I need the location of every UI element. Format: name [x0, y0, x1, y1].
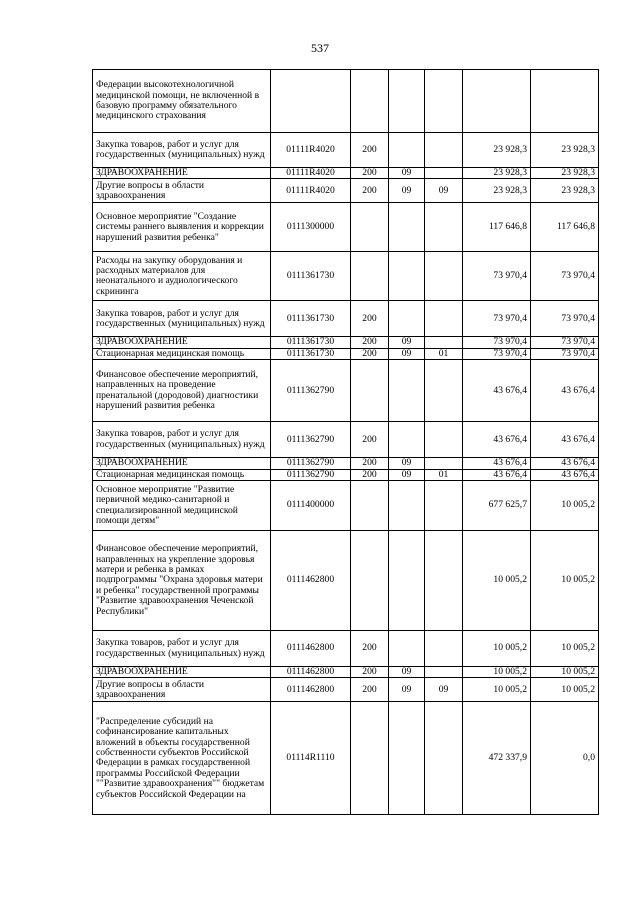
expense-type-cell: 200 [351, 678, 389, 702]
row-name-cell: Стационарная медицинская помощь [93, 348, 271, 359]
section-cell: 09 [389, 458, 425, 469]
expense-type-cell [351, 531, 389, 631]
table-row [93, 203, 599, 252]
section-cell: 09 [389, 348, 425, 359]
target-code-cell: 0111361730 [271, 348, 351, 359]
table-row [93, 667, 599, 678]
amount-2-cell: 10 005,2 [531, 481, 599, 531]
section-cell [389, 203, 425, 252]
table-row [93, 168, 599, 179]
subsection-cell: 09 [425, 179, 463, 203]
expense-type-cell: 200 [351, 667, 389, 678]
row-name-cell: Федерации высокотехнологичной медицинской помощи, не включенной в базовую программу обязательного медицинского страхования [93, 70, 271, 133]
expense-type-cell: 200 [351, 179, 389, 203]
section-cell [389, 702, 425, 815]
table-row [93, 678, 599, 702]
row-name-cell: Расходы на закупку оборудования и расходных материалов для неонатального и аудиологического скрининга [93, 252, 271, 301]
subsection-cell: 09 [425, 678, 463, 702]
section-cell [389, 422, 425, 458]
expense-type-cell [351, 70, 389, 133]
amount-2-cell: 10 005,2 [531, 667, 599, 678]
table-row [93, 469, 599, 480]
row-name-cell: ЗДРАВООХРАНЕНИЕ [93, 458, 271, 469]
amount-2-cell: 43 676,4 [531, 458, 599, 469]
subsection-cell [425, 422, 463, 458]
amount-2-cell: 10 005,2 [531, 531, 599, 631]
row-name-cell: Финансовое обеспечение мероприятий, направленных на укрепление здоровья матери и ребенка в рамках подпрограммы "Охрана здоровья матери и ребенка" государственной программы "Развитие здравоохранения Чеченской Республики" [93, 531, 271, 631]
page-number: 537 [311, 41, 329, 55]
expense-type-cell [351, 360, 389, 422]
row-name-cell: Закупка товаров, работ и услуг для государственных (муниципальных) нужд [93, 301, 271, 337]
section-cell [389, 531, 425, 631]
subsection-cell: 01 [425, 348, 463, 359]
target-code-cell: 01111R4020 [271, 133, 351, 168]
row-name-cell: ЗДРАВООХРАНЕНИЕ [93, 337, 271, 348]
expense-type-cell: 200 [351, 133, 389, 168]
expense-type-cell: 200 [351, 301, 389, 337]
section-cell [389, 70, 425, 133]
amount-1-cell: 10 005,2 [463, 667, 531, 678]
section-cell: 09 [389, 678, 425, 702]
row-name-cell: Стационарная медицинская помощь [93, 469, 271, 480]
target-code-cell [271, 70, 351, 133]
target-code-cell: 0111361730 [271, 337, 351, 348]
amount-2-cell: 23 928,3 [531, 133, 599, 168]
row-name-cell: Закупка товаров, работ и услуг для государственных (муниципальных) нужд [93, 422, 271, 458]
amount-2-cell: 73 970,4 [531, 252, 599, 301]
subsection-cell [425, 531, 463, 631]
amount-2-cell: 73 970,4 [531, 301, 599, 337]
target-code-cell: 01114R1110 [271, 702, 351, 815]
subsection-cell: 01 [425, 469, 463, 480]
amount-1-cell: 10 005,2 [463, 678, 531, 702]
subsection-cell [425, 337, 463, 348]
expense-type-cell: 200 [351, 458, 389, 469]
subsection-cell [425, 133, 463, 168]
subsection-cell [425, 667, 463, 678]
expense-type-cell: 200 [351, 631, 389, 667]
amount-1-cell: 117 646,8 [463, 203, 531, 252]
subsection-cell [425, 458, 463, 469]
subsection-cell [425, 702, 463, 815]
table-row [93, 301, 599, 337]
subsection-cell [425, 70, 463, 133]
target-code-cell: 0111361730 [271, 301, 351, 337]
amount-1-cell: 73 970,4 [463, 337, 531, 348]
amount-1-cell: 43 676,4 [463, 360, 531, 422]
amount-2-cell: 117 646,8 [531, 203, 599, 252]
row-name-cell: Другие вопросы в области здравоохранения [93, 179, 271, 203]
table-row [93, 631, 599, 667]
table-row [93, 458, 599, 469]
row-name-cell: Основное мероприятие "Создание системы раннего выявления и коррекции нарушений развития ребенка" [93, 203, 271, 252]
amount-1-cell: 43 676,4 [463, 422, 531, 458]
budget-table [92, 69, 599, 815]
amount-1-cell: 23 928,3 [463, 133, 531, 168]
amount-1-cell [463, 70, 531, 133]
amount-2-cell: 10 005,2 [531, 631, 599, 667]
target-code-cell: 0111462800 [271, 667, 351, 678]
subsection-cell [425, 301, 463, 337]
amount-1-cell: 10 005,2 [463, 531, 531, 631]
amount-2-cell: 43 676,4 [531, 469, 599, 480]
amount-2-cell: 23 928,3 [531, 168, 599, 179]
target-code-cell: 0111462800 [271, 531, 351, 631]
table-row [93, 481, 599, 531]
target-code-cell: 0111362790 [271, 360, 351, 422]
amount-2-cell: 73 970,4 [531, 348, 599, 359]
amount-1-cell: 10 005,2 [463, 631, 531, 667]
amount-1-cell: 73 970,4 [463, 301, 531, 337]
amount-1-cell: 677 625,7 [463, 481, 531, 531]
row-name-cell: Финансовое обеспечение мероприятий, направленных на проведение пренатальной (дородовой) диагностики нарушений развития ребенка [93, 360, 271, 422]
target-code-cell: 0111362790 [271, 422, 351, 458]
amount-2-cell: 10 005,2 [531, 678, 599, 702]
amount-1-cell: 472 337,9 [463, 702, 531, 815]
expense-type-cell: 200 [351, 337, 389, 348]
table-row [93, 531, 599, 631]
amount-1-cell: 23 928,3 [463, 168, 531, 179]
section-cell: 09 [389, 469, 425, 480]
row-name-cell: Закупка товаров, работ и услуг для государственных (муниципальных) нужд [93, 631, 271, 667]
row-name-cell: ЗДРАВООХРАНЕНИЕ [93, 667, 271, 678]
subsection-cell [425, 360, 463, 422]
expense-type-cell [351, 252, 389, 301]
amount-1-cell: 23 928,3 [463, 179, 531, 203]
row-name-cell: Основное мероприятие "Развитие первичной медико-санитарной и специализированной медицинской помощи детям" [93, 481, 271, 531]
subsection-cell [425, 252, 463, 301]
target-code-cell: 01111R4020 [271, 179, 351, 203]
row-name-cell: Другие вопросы в области здравоохранения [93, 678, 271, 702]
section-cell: 09 [389, 179, 425, 203]
target-code-cell: 01111R4020 [271, 168, 351, 179]
amount-1-cell: 73 970,4 [463, 252, 531, 301]
table-row [93, 133, 599, 168]
section-cell [389, 252, 425, 301]
table-row [93, 337, 599, 348]
subsection-cell [425, 631, 463, 667]
row-name-cell: ЗДРАВООХРАНЕНИЕ [93, 168, 271, 179]
target-code-cell: 0111462800 [271, 678, 351, 702]
amount-2-cell: 43 676,4 [531, 360, 599, 422]
expense-type-cell [351, 702, 389, 815]
table-row [93, 422, 599, 458]
amount-2-cell: 23 928,3 [531, 179, 599, 203]
table-row [93, 360, 599, 422]
target-code-cell: 0111362790 [271, 458, 351, 469]
table-row [93, 348, 599, 359]
amount-1-cell: 43 676,4 [463, 469, 531, 480]
section-cell: 09 [389, 168, 425, 179]
amount-2-cell: 0,0 [531, 702, 599, 815]
subsection-cell [425, 481, 463, 531]
target-code-cell: 0111362790 [271, 469, 351, 480]
amount-2-cell: 43 676,4 [531, 422, 599, 458]
section-cell [389, 301, 425, 337]
amount-2-cell [531, 70, 599, 133]
target-code-cell: 0111361730 [271, 252, 351, 301]
row-name-cell: "Распределение субсидий на софинансирование капитальных вложений в объекты государственной собственности субъектов Российской Федерации в рамках государственной программы Российской Федерации ""Развитие здравоохранения"" бюджетам субъектов Российской Федерации на [93, 702, 271, 815]
table-row [93, 252, 599, 301]
section-cell [389, 360, 425, 422]
expense-type-cell [351, 481, 389, 531]
table-row [93, 179, 599, 203]
budget-table-body [93, 70, 599, 815]
amount-1-cell: 73 970,4 [463, 348, 531, 359]
expense-type-cell: 200 [351, 348, 389, 359]
expense-type-cell: 200 [351, 469, 389, 480]
section-cell [389, 133, 425, 168]
section-cell: 09 [389, 667, 425, 678]
target-code-cell: 0111462800 [271, 631, 351, 667]
expense-type-cell [351, 203, 389, 252]
target-code-cell: 0111400000 [271, 481, 351, 531]
table-row [93, 70, 599, 133]
amount-2-cell: 73 970,4 [531, 337, 599, 348]
section-cell [389, 631, 425, 667]
section-cell [389, 481, 425, 531]
table-row [93, 702, 599, 815]
subsection-cell [425, 168, 463, 179]
section-cell: 09 [389, 337, 425, 348]
subsection-cell [425, 203, 463, 252]
target-code-cell: 0111300000 [271, 203, 351, 252]
amount-1-cell: 43 676,4 [463, 458, 531, 469]
row-name-cell: Закупка товаров, работ и услуг для государственных (муниципальных) нужд [93, 133, 271, 168]
expense-type-cell: 200 [351, 168, 389, 179]
expense-type-cell: 200 [351, 422, 389, 458]
